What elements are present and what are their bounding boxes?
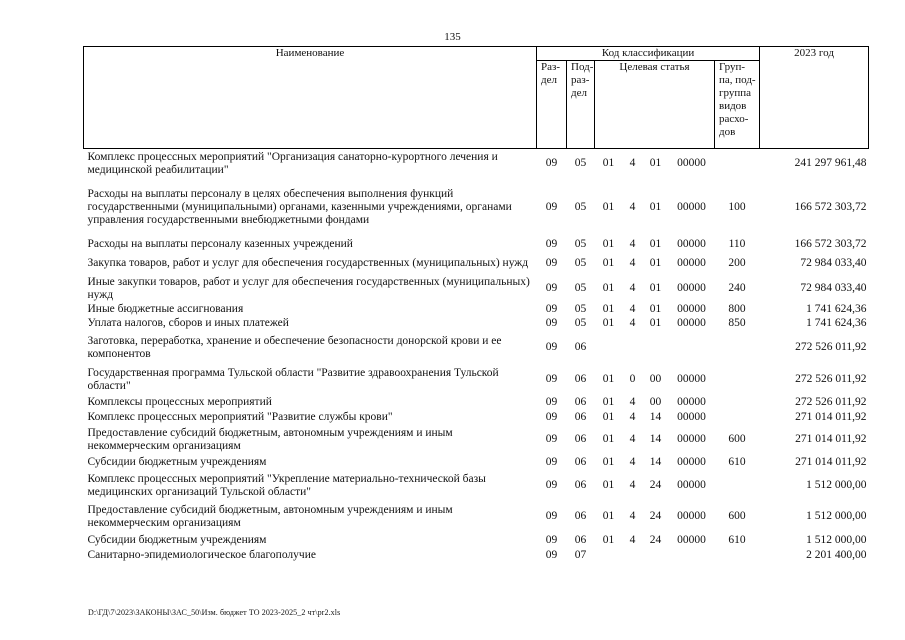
row-name: Комплекс процессных мероприятий "Организация санаторно-курортного лечения и медицинской реабилитации" xyxy=(87,150,498,176)
row-amount: 166 572 303,72 xyxy=(794,201,867,213)
row-section: 09 xyxy=(545,341,558,353)
row-expense-group: 610 xyxy=(728,456,746,468)
row-name: Комплекс процессных мероприятий "Развитие службы крови" xyxy=(87,411,393,423)
row-target-type: 4 xyxy=(629,282,636,294)
row-target-type: 4 xyxy=(629,257,636,269)
row-target-program: 01 xyxy=(602,479,615,491)
header-subsection xyxy=(567,61,595,149)
row-target-direction: 00000 xyxy=(677,433,706,445)
row-target-complex: 24 xyxy=(649,534,662,546)
header-year: 2023 год xyxy=(760,47,869,149)
row-target-program: 01 xyxy=(602,534,615,546)
budget-table xyxy=(83,46,869,563)
row-expense-group: 600 xyxy=(728,510,746,522)
table-row xyxy=(84,253,869,275)
row-target-type: 4 xyxy=(629,433,636,445)
table-row xyxy=(84,149,869,179)
row-amount: 271 014 011,92 xyxy=(795,433,867,445)
row-subsection: 06 xyxy=(574,433,587,445)
table-row xyxy=(84,179,869,237)
row-target-program: 01 xyxy=(602,510,615,522)
header-subsection-label: Под- раз- дел xyxy=(571,61,594,99)
row-target-direction: 00000 xyxy=(677,411,706,423)
row-target-program: 01 xyxy=(602,456,615,468)
row-amount: 272 526 011,92 xyxy=(795,396,867,408)
row-target-direction: 00000 xyxy=(677,456,706,468)
row-name: Субсидии бюджетным учреждениям xyxy=(87,534,267,546)
row-target-program: 01 xyxy=(602,303,615,315)
table-row xyxy=(84,365,869,395)
row-section: 09 xyxy=(545,396,558,408)
row-target-complex: 00 xyxy=(649,396,662,408)
row-target-direction: 00000 xyxy=(677,282,706,294)
row-amount: 272 526 011,92 xyxy=(795,373,867,385)
row-amount: 72 984 033,40 xyxy=(800,257,867,269)
table-row xyxy=(84,317,869,331)
row-target-type: 4 xyxy=(629,411,636,423)
page-number: 135 xyxy=(444,31,461,43)
header-name: Наименование xyxy=(84,47,537,149)
header-classification: Код классификации xyxy=(537,47,760,61)
table-row xyxy=(84,411,869,425)
row-section: 09 xyxy=(545,411,558,423)
row-subsection: 05 xyxy=(574,157,587,170)
row-target-program: 01 xyxy=(602,157,615,170)
row-target-complex: 01 xyxy=(649,282,662,294)
row-target-complex: 24 xyxy=(649,510,662,522)
row-target-direction xyxy=(669,549,715,563)
row-target-type: 0 xyxy=(629,373,636,385)
row-target-complex xyxy=(643,549,669,563)
table-row xyxy=(84,425,869,455)
row-section: 09 xyxy=(545,157,558,170)
row-target-complex: 01 xyxy=(649,257,662,269)
row-name: Уплата налогов, сборов и иных платежей xyxy=(87,317,289,329)
table-row xyxy=(84,331,869,365)
row-expense-group: 600 xyxy=(728,433,746,445)
row-target-program: 01 xyxy=(602,411,615,423)
row-target-direction: 00000 xyxy=(677,257,706,269)
row-name: Предоставление субсидий бюджетным, автономным учреждениям и иным некоммерческим организациям xyxy=(87,503,453,529)
row-amount: 1 512 000,00 xyxy=(806,510,867,522)
row-expense-group: 800 xyxy=(728,303,746,315)
row-name: Закупка товаров, работ и услуг для обеспечения государственных (муниципальных) нужд xyxy=(87,257,529,269)
table-row xyxy=(84,533,869,549)
row-expense-group xyxy=(715,149,760,179)
row-section: 09 xyxy=(545,282,558,294)
row-expense-group: 100 xyxy=(728,201,746,213)
row-amount: 271 014 011,92 xyxy=(795,456,867,468)
row-name: Предоставление субсидий бюджетным, автономным учреждениям и иным некоммерческим организациям xyxy=(87,426,453,452)
header-expense-group-label: Груп- па, под- группа видов расхо- дов xyxy=(719,61,756,138)
row-target-program: 01 xyxy=(602,257,615,269)
row-target-complex xyxy=(643,331,669,365)
row-target-complex: 14 xyxy=(649,411,662,423)
row-section: 09 xyxy=(545,303,558,315)
row-target-type: 4 xyxy=(629,238,636,250)
row-subsection: 05 xyxy=(574,257,587,269)
row-amount: 1 741 624,36 xyxy=(806,317,867,329)
row-target-type: 4 xyxy=(629,201,636,213)
row-expense-group: 240 xyxy=(728,282,746,294)
row-target-type xyxy=(623,549,643,563)
row-subsection: 06 xyxy=(574,341,587,353)
table-body xyxy=(84,149,869,563)
row-section: 09 xyxy=(545,510,558,522)
row-section: 09 xyxy=(545,479,558,491)
row-subsection: 06 xyxy=(574,456,587,468)
row-section: 09 xyxy=(545,373,558,385)
footer-file-path: D:\ГД\7\2023\ЗАКОНЫ\ЗАС_50\Изм. бюджет ТО 2023-2025_2 чт\pr2.xls xyxy=(88,608,341,617)
row-subsection: 06 xyxy=(574,411,587,423)
row-amount: 72 984 033,40 xyxy=(800,282,867,294)
row-expense-group xyxy=(715,411,760,425)
row-target-direction: 00000 xyxy=(677,396,706,408)
header-expense-group xyxy=(715,61,760,149)
row-amount: 272 526 011,92 xyxy=(795,341,867,353)
row-target-direction: 00000 xyxy=(677,303,706,315)
table-row xyxy=(84,549,869,563)
row-target-complex: 14 xyxy=(649,433,662,445)
row-target-direction: 00000 xyxy=(677,373,706,385)
row-target-complex: 24 xyxy=(649,479,662,491)
table-row xyxy=(84,501,869,533)
row-section: 09 xyxy=(545,201,558,213)
row-target-direction xyxy=(669,331,715,365)
row-subsection: 05 xyxy=(574,238,587,250)
row-subsection: 06 xyxy=(574,396,587,408)
row-expense-group xyxy=(715,365,760,395)
row-amount: 1 741 624,36 xyxy=(806,303,867,315)
table-row xyxy=(84,275,869,303)
row-amount: 271 014 011,92 xyxy=(795,411,867,423)
row-expense-group: 110 xyxy=(728,238,746,250)
table-header xyxy=(84,47,869,149)
row-amount: 241 297 961,48 xyxy=(794,157,867,170)
row-target-direction: 00000 xyxy=(677,317,706,329)
row-target-program: 01 xyxy=(602,396,615,408)
row-name: Санитарно-эпидемиологическое благополучие xyxy=(87,549,316,561)
row-target-complex: 01 xyxy=(649,201,662,213)
row-target-direction: 00000 xyxy=(677,534,706,546)
row-section: 09 xyxy=(545,257,558,269)
row-target-type xyxy=(623,331,643,365)
row-target-complex: 01 xyxy=(649,157,662,170)
row-section: 09 xyxy=(545,534,558,546)
table-row xyxy=(84,395,869,411)
row-target-program: 01 xyxy=(602,317,615,329)
row-subsection: 06 xyxy=(574,479,587,491)
row-target-program: 01 xyxy=(602,201,615,213)
row-target-direction: 00000 xyxy=(677,238,706,250)
row-target-direction: 00000 xyxy=(677,510,706,522)
row-target-program: 01 xyxy=(602,238,615,250)
row-section: 09 xyxy=(545,433,558,445)
row-expense-group xyxy=(715,331,760,365)
row-subsection: 07 xyxy=(574,549,587,561)
row-subsection: 05 xyxy=(574,201,587,213)
row-subsection: 05 xyxy=(574,303,587,315)
header-target-article: Целевая статья xyxy=(595,61,715,149)
row-expense-group xyxy=(715,395,760,411)
row-name: Субсидии бюджетным учреждениям xyxy=(87,456,267,468)
row-expense-group: 610 xyxy=(728,534,746,546)
row-section: 09 xyxy=(545,238,558,250)
row-target-type: 4 xyxy=(629,157,636,170)
row-target-program: 01 xyxy=(602,282,615,294)
row-target-type: 4 xyxy=(629,456,636,468)
row-name: Комплексы процессных мероприятий xyxy=(87,396,272,408)
row-target-complex: 01 xyxy=(649,238,662,250)
row-section: 09 xyxy=(545,317,558,329)
row-target-direction: 00000 xyxy=(677,479,706,491)
table-row xyxy=(84,471,869,501)
row-expense-group xyxy=(715,471,760,501)
header-section xyxy=(537,61,567,149)
row-name: Иные бюджетные ассигнования xyxy=(87,303,244,315)
row-expense-group: 850 xyxy=(728,317,746,329)
row-target-type: 4 xyxy=(629,317,636,329)
row-subsection: 05 xyxy=(574,317,587,329)
row-name: Иные закупки товаров, работ и услуг для обеспечения государственных (муниципальных) нужд xyxy=(87,275,530,301)
row-target-type: 4 xyxy=(629,534,636,546)
row-subsection: 05 xyxy=(574,282,587,294)
row-target-type: 4 xyxy=(629,303,636,315)
row-amount: 1 512 000,00 xyxy=(806,534,867,546)
row-target-direction: 00000 xyxy=(677,157,706,170)
row-target-program: 01 xyxy=(602,433,615,445)
row-name: Расходы на выплаты персоналу в целях обеспечения выполнения функций государственными (муниципальными) органами, казенными учреждениями, органами управления государственными внебюджетными фондами xyxy=(87,188,512,226)
row-target-type: 4 xyxy=(629,479,636,491)
row-amount: 166 572 303,72 xyxy=(794,238,867,250)
row-target-program: 01 xyxy=(602,373,615,385)
table-row xyxy=(84,237,869,253)
table-row xyxy=(84,303,869,317)
row-target-complex: 14 xyxy=(649,456,662,468)
row-target-complex: 01 xyxy=(649,317,662,329)
row-name: Расходы на выплаты персоналу казенных учреждений xyxy=(87,238,353,250)
row-name: Заготовка, переработка, хранение и обеспечение безопасности донорской крови и ее компонентов xyxy=(87,334,502,360)
row-target-complex: 00 xyxy=(649,373,662,385)
row-target-type: 4 xyxy=(629,510,636,522)
row-amount: 2 201 400,00 xyxy=(806,549,867,561)
row-target-program xyxy=(595,331,623,365)
row-target-direction: 00000 xyxy=(677,201,706,213)
row-section: 09 xyxy=(545,549,558,561)
row-subsection: 06 xyxy=(574,534,587,546)
row-name: Комплекс процессных мероприятий "Укрепление материально-технической базы медицинских организаций Тульской области" xyxy=(87,472,486,498)
row-name: Государственная программа Тульской области "Развитие здравоохранения Тульской области" xyxy=(87,366,499,392)
row-section: 09 xyxy=(545,456,558,468)
header-section-label: Раз- дел xyxy=(541,61,561,86)
table-row xyxy=(84,455,869,471)
row-target-program xyxy=(595,549,623,563)
row-expense-group xyxy=(715,549,760,563)
row-expense-group: 200 xyxy=(728,257,746,269)
row-amount: 1 512 000,00 xyxy=(806,479,867,491)
row-target-type: 4 xyxy=(629,396,636,408)
row-subsection: 06 xyxy=(574,510,587,522)
row-subsection: 06 xyxy=(574,373,587,385)
row-target-complex: 01 xyxy=(649,303,662,315)
